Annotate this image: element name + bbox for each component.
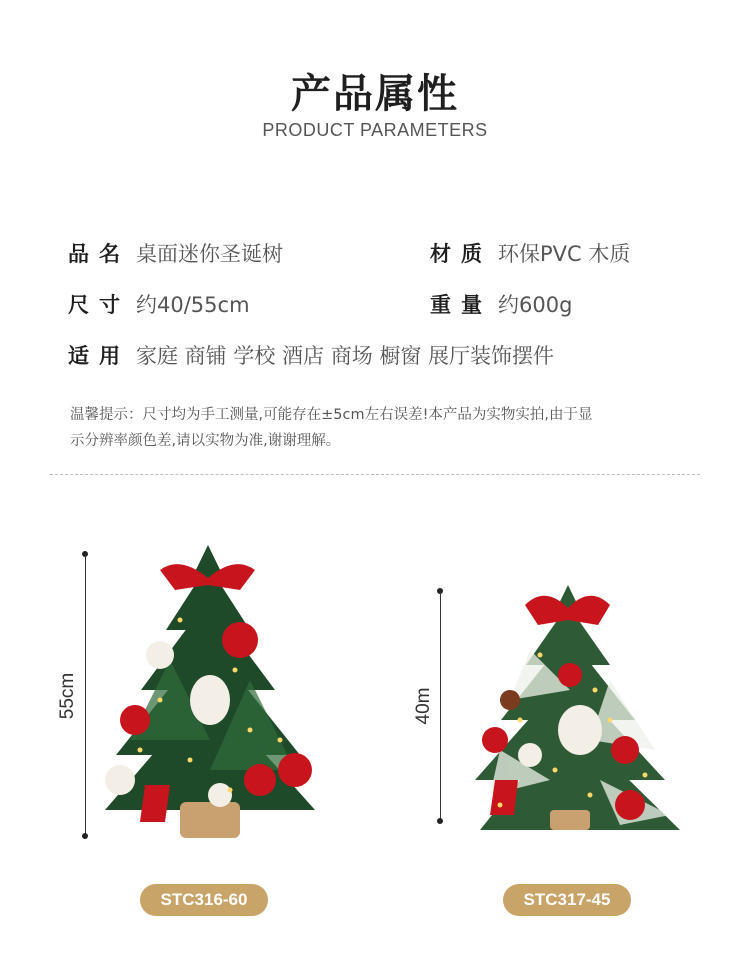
warm-tip-line-1: 温馨提示：尺寸均为手工测量,可能存在±5cm左右误差!本产品为实物实拍,由于显 bbox=[70, 407, 593, 423]
param-name-label: 品名 bbox=[68, 242, 130, 266]
param-weight-label: 重量 bbox=[430, 293, 492, 317]
param-material bbox=[430, 238, 630, 268]
sku-badge: STC317-45 bbox=[503, 884, 631, 916]
param-usage-value: 家庭 商铺 学校 酒店 商场 橱窗 展厅装饰摆件 bbox=[136, 344, 555, 368]
dashed-divider bbox=[50, 474, 700, 475]
param-name bbox=[68, 238, 283, 268]
param-weight bbox=[430, 289, 572, 319]
dimension-bottom-dot bbox=[82, 833, 88, 839]
param-name-value: 桌面迷你圣诞树 bbox=[136, 242, 283, 266]
param-usage-label: 适用 bbox=[68, 344, 130, 368]
christmas-tree-large-image bbox=[100, 540, 325, 845]
page-subtitle: PRODUCT PARAMETERS bbox=[262, 120, 488, 140]
param-material-label: 材质 bbox=[430, 242, 492, 266]
warm-tip bbox=[70, 402, 690, 454]
christmas-tree-small-image bbox=[470, 580, 685, 840]
param-usage bbox=[68, 340, 554, 370]
param-size-value: 约40/55cm bbox=[136, 293, 250, 317]
sku-badge: STC316-60 bbox=[140, 884, 268, 916]
warm-tip-line-2: 示分辨率颜色差,请以实物为准,谢谢理解。 bbox=[70, 433, 341, 449]
dimension-bottom-dot bbox=[437, 818, 443, 824]
param-size bbox=[68, 289, 250, 319]
dimension-line-55 bbox=[85, 554, 86, 836]
page-title: 产品属性 bbox=[291, 71, 459, 117]
dimension-label-40: 40m bbox=[413, 687, 434, 725]
param-weight-value: 约600g bbox=[498, 293, 573, 317]
param-material-value: 环保PVC 木质 bbox=[498, 242, 631, 266]
dimension-line-40 bbox=[440, 591, 441, 821]
param-size-label: 尺寸 bbox=[68, 293, 130, 317]
dimension-label-55: 55cm bbox=[57, 672, 78, 720]
